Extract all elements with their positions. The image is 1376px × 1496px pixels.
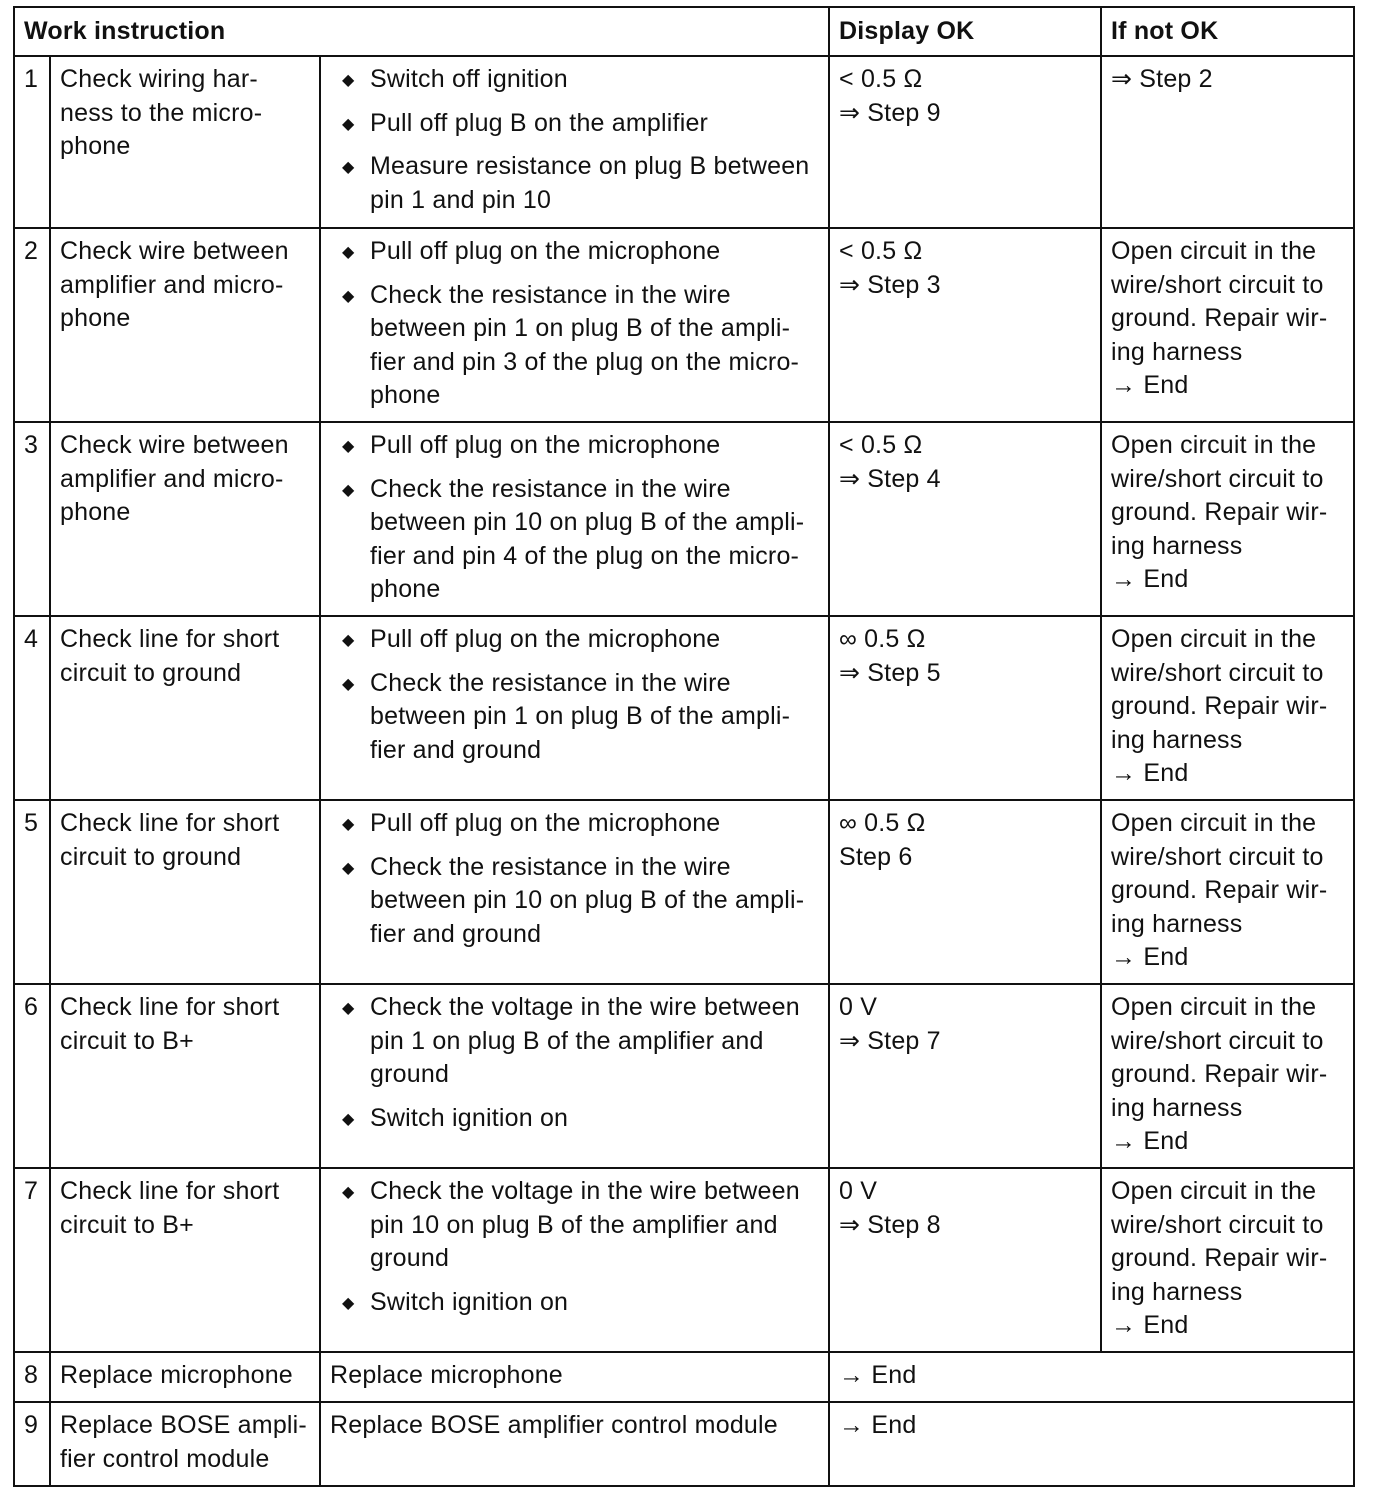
check-cell	[50, 616, 320, 800]
if-not-ok-text: ⇒ Step 2	[1111, 65, 1213, 93]
diamond-bullet-icon: ◆	[342, 438, 355, 455]
diamond-bullet-icon: ◆	[342, 1000, 355, 1017]
diamond-bullet-icon: ◆	[342, 816, 355, 833]
procedure-item	[330, 473, 820, 607]
display-ok-cell	[829, 228, 1101, 422]
table-row	[14, 984, 1354, 1168]
check-text: ness to the micro-	[60, 98, 263, 127]
procedure-item	[330, 991, 820, 1092]
table-row	[14, 1168, 1354, 1352]
if-not-ok-text: ground. Repair wir-	[1111, 304, 1328, 332]
procedure-item	[330, 107, 820, 141]
table-row	[14, 228, 1354, 422]
display-ok-cell	[829, 56, 1101, 228]
result-text: → End	[839, 1361, 917, 1389]
check-text: phone	[60, 498, 131, 526]
check-cell	[50, 422, 320, 616]
procedure-cell	[320, 1168, 829, 1352]
if-not-ok-text: → End	[1111, 371, 1189, 399]
check-cell	[50, 1168, 320, 1352]
if-not-ok-text: ground. Repair wir-	[1111, 1244, 1328, 1272]
procedure-text: between pin 1 on plug B of the ampli-	[370, 314, 791, 342]
diamond-bullet-icon: ◆	[342, 287, 355, 305]
diamond-bullet-icon: ◆	[342, 1294, 355, 1312]
check-text: amplifier and micro-	[60, 270, 284, 299]
check-text: phone	[60, 304, 131, 332]
if-not-ok-text: ing harness	[1111, 337, 1243, 366]
display-ok-text: ∞ 0.5 Ω	[839, 809, 926, 837]
display-ok-cell	[829, 422, 1101, 616]
check-cell	[50, 56, 320, 228]
procedure-list	[330, 623, 820, 767]
if-not-ok-text: ing harness	[1111, 909, 1243, 938]
action-cell	[320, 1352, 829, 1402]
check-text: circuit to B+	[60, 1210, 194, 1239]
procedure-cell	[320, 984, 829, 1168]
procedure-list	[330, 63, 820, 217]
check-cell	[50, 1352, 320, 1402]
check-text: Check wire between	[60, 237, 289, 265]
if-not-ok-text: wire/short circuit to	[1111, 658, 1324, 687]
step-number: 7	[14, 1168, 50, 1352]
check-cell	[50, 1402, 320, 1486]
table-body	[14, 56, 1354, 1486]
procedure-text: pin 1 on plug B of the amplifier and	[370, 1026, 764, 1055]
procedure-item	[330, 279, 820, 413]
step-number: 9	[14, 1402, 50, 1486]
procedure-text: between pin 10 on plug B of the ampli-	[370, 886, 805, 914]
procedure-text: Check the voltage in the wire between	[370, 993, 800, 1021]
step-number: 1	[14, 56, 50, 228]
if-not-ok-cell	[1101, 56, 1354, 228]
procedure-text: between pin 10 on plug B of the ampli-	[370, 508, 805, 536]
procedure-text: Switch off ignition	[370, 65, 568, 93]
step-number: 6	[14, 984, 50, 1168]
if-not-ok-text: → End	[1111, 1311, 1189, 1339]
display-ok-text: < 0.5 Ω	[839, 237, 923, 265]
display-ok-text: 0 V	[839, 1177, 878, 1205]
procedure-cell	[320, 422, 829, 616]
display-ok-text: Step 6	[839, 842, 913, 871]
procedure-text: Pull off plug on the microphone	[370, 809, 721, 837]
check-text: Check line for short	[60, 993, 280, 1021]
header-row	[14, 7, 1354, 56]
check-cell	[50, 800, 320, 984]
table-row	[14, 800, 1354, 984]
if-not-ok-text: ground. Repair wir-	[1111, 876, 1328, 904]
procedure-list	[330, 429, 820, 607]
procedure-item	[330, 235, 820, 269]
result-cell	[829, 1402, 1354, 1486]
diamond-bullet-icon: ◆	[342, 481, 355, 499]
procedure-text: fier and pin 4 of the plug on the micro-	[370, 541, 800, 570]
if-not-ok-cell	[1101, 800, 1354, 984]
procedure-text: pin 10 on plug B of the amplifier and	[370, 1210, 778, 1239]
procedure-cell	[320, 616, 829, 800]
procedure-item	[330, 429, 820, 463]
procedure-text: between pin 1 on plug B of the ampli-	[370, 702, 791, 730]
procedure-text: fier and pin 3 of the plug on the micro-	[370, 347, 800, 376]
if-not-ok-text: wire/short circuit to	[1111, 842, 1324, 871]
check-text: Replace microphone	[60, 1361, 293, 1389]
check-text: Check wiring har-	[60, 65, 258, 93]
if-not-ok-text: wire/short circuit to	[1111, 1026, 1324, 1055]
if-not-ok-text: Open circuit in the	[1111, 809, 1317, 837]
check-cell	[50, 228, 320, 422]
if-not-ok-text: → End	[1111, 1127, 1189, 1155]
procedure-list	[330, 1175, 820, 1319]
procedure-text: ground	[370, 1060, 450, 1088]
diamond-bullet-icon: ◆	[342, 1184, 355, 1201]
step-number: 5	[14, 800, 50, 984]
procedure-text: Check the resistance in the wire	[370, 668, 731, 697]
diamond-bullet-icon: ◆	[342, 675, 355, 693]
if-not-ok-cell	[1101, 984, 1354, 1168]
procedure-cell	[320, 228, 829, 422]
display-ok-text: ⇒ Step 4	[839, 464, 941, 493]
display-ok-text: ⇒ Step 5	[839, 658, 941, 687]
check-text: circuit to ground	[60, 658, 242, 687]
work-instruction-header: Work instruction	[14, 7, 829, 56]
check-text: fier control module	[60, 1444, 270, 1473]
procedure-item	[330, 807, 820, 841]
procedure-item	[330, 1102, 820, 1136]
diamond-bullet-icon: ◆	[342, 1110, 355, 1128]
diamond-bullet-icon: ◆	[342, 159, 355, 176]
display-ok-text: 0 V	[839, 993, 878, 1021]
procedure-text: fier and ground	[370, 735, 542, 764]
procedure-text: Measure resistance on plug B between	[370, 152, 810, 180]
if-not-ok-text: → End	[1111, 565, 1189, 593]
if-not-ok-cell	[1101, 228, 1354, 422]
display-ok-cell	[829, 1168, 1101, 1352]
procedure-text: Check the resistance in the wire	[370, 280, 731, 309]
display-ok-text: ⇒ Step 8	[839, 1210, 941, 1239]
procedure-text: Switch ignition on	[370, 1287, 569, 1316]
step-number: 2	[14, 228, 50, 422]
if-not-ok-text: Open circuit in the	[1111, 237, 1317, 265]
procedure-text: pin 1 and pin 10	[370, 185, 552, 214]
procedure-text: phone	[370, 381, 441, 409]
step-number: 3	[14, 422, 50, 616]
if-not-ok-text: → End	[1111, 943, 1189, 971]
if-not-ok-text: Open circuit in the	[1111, 625, 1317, 653]
procedure-item	[330, 150, 820, 217]
if-not-ok-text: ground. Repair wir-	[1111, 692, 1328, 720]
if-not-ok-text: ground. Repair wir-	[1111, 1060, 1328, 1088]
procedure-text: ground	[370, 1244, 450, 1272]
display-ok-header: Display OK	[829, 7, 1101, 56]
procedure-text: Pull off plug on the microphone	[370, 431, 721, 459]
diamond-bullet-icon: ◆	[342, 115, 355, 133]
check-text: circuit to B+	[60, 1026, 194, 1055]
result-text: → End	[839, 1411, 917, 1439]
procedure-item	[330, 1286, 820, 1320]
if-not-ok-text: Open circuit in the	[1111, 1177, 1317, 1205]
procedure-text: Pull off plug on the microphone	[370, 625, 721, 653]
procedure-text: Check the voltage in the wire between	[370, 1177, 800, 1205]
display-ok-text: ∞ 0.5 Ω	[839, 625, 926, 653]
check-text: amplifier and micro-	[60, 464, 284, 493]
procedure-text: Pull off plug B on the amplifier	[370, 108, 709, 137]
display-ok-cell	[829, 616, 1101, 800]
procedure-text: fier and ground	[370, 919, 542, 948]
display-ok-text: < 0.5 Ω	[839, 65, 923, 93]
if-not-ok-text: Open circuit in the	[1111, 993, 1317, 1021]
diamond-bullet-icon: ◆	[342, 72, 355, 89]
procedure-item	[330, 1175, 820, 1276]
if-not-ok-text: ing harness	[1111, 1277, 1243, 1306]
step-number: 4	[14, 616, 50, 800]
procedure-text: phone	[370, 575, 441, 603]
if-not-ok-text: Open circuit in the	[1111, 431, 1317, 459]
procedure-list	[330, 807, 820, 951]
if-not-ok-text: ing harness	[1111, 1093, 1243, 1122]
display-ok-text: ⇒ Step 7	[839, 1026, 941, 1055]
procedure-text: Pull off plug on the microphone	[370, 237, 721, 265]
check-text: phone	[60, 132, 131, 160]
procedure-item	[330, 851, 820, 952]
check-text: circuit to ground	[60, 842, 242, 871]
table-row	[14, 616, 1354, 800]
procedure-list	[330, 235, 820, 413]
procedure-cell	[320, 800, 829, 984]
result-cell	[829, 1352, 1354, 1402]
check-text: Check line for short	[60, 809, 280, 837]
check-text: Check line for short	[60, 625, 280, 653]
if-not-ok-text: ing harness	[1111, 531, 1243, 560]
if-not-ok-header: If not OK	[1101, 7, 1354, 56]
procedure-text: Check the resistance in the wire	[370, 474, 731, 503]
display-ok-cell	[829, 984, 1101, 1168]
procedure-item	[330, 667, 820, 768]
if-not-ok-text: → End	[1111, 759, 1189, 787]
diamond-bullet-icon: ◆	[342, 244, 355, 261]
if-not-ok-text: ing harness	[1111, 725, 1243, 754]
display-ok-text: ⇒ Step 9	[839, 98, 941, 127]
procedure-item	[330, 63, 820, 97]
display-ok-cell	[829, 800, 1101, 984]
table-row	[14, 1352, 1354, 1402]
if-not-ok-cell	[1101, 616, 1354, 800]
step-number: 8	[14, 1352, 50, 1402]
if-not-ok-cell	[1101, 422, 1354, 616]
check-text: Check wire between	[60, 431, 289, 459]
check-cell	[50, 984, 320, 1168]
action-text: Replace microphone	[330, 1361, 563, 1389]
if-not-ok-text: wire/short circuit to	[1111, 270, 1324, 299]
diamond-bullet-icon: ◆	[342, 632, 355, 649]
table-row	[14, 422, 1354, 616]
work-instruction-table	[13, 6, 1355, 1487]
table-row	[14, 1402, 1354, 1486]
action-text: Replace BOSE amplifier control module	[330, 1411, 778, 1439]
display-ok-text: < 0.5 Ω	[839, 431, 923, 459]
action-cell	[320, 1402, 829, 1486]
procedure-cell	[320, 56, 829, 228]
if-not-ok-text: wire/short circuit to	[1111, 1210, 1324, 1239]
table-row	[14, 56, 1354, 228]
procedure-text: Check the resistance in the wire	[370, 852, 731, 881]
procedure-item	[330, 623, 820, 657]
if-not-ok-text: ground. Repair wir-	[1111, 498, 1328, 526]
if-not-ok-text: wire/short circuit to	[1111, 464, 1324, 493]
check-text: Check line for short	[60, 1177, 280, 1205]
if-not-ok-cell	[1101, 1168, 1354, 1352]
procedure-list	[330, 991, 820, 1135]
check-text: Replace BOSE ampli-	[60, 1411, 307, 1439]
display-ok-text: ⇒ Step 3	[839, 270, 941, 299]
diamond-bullet-icon: ◆	[342, 859, 355, 877]
procedure-text: Switch ignition on	[370, 1103, 569, 1132]
